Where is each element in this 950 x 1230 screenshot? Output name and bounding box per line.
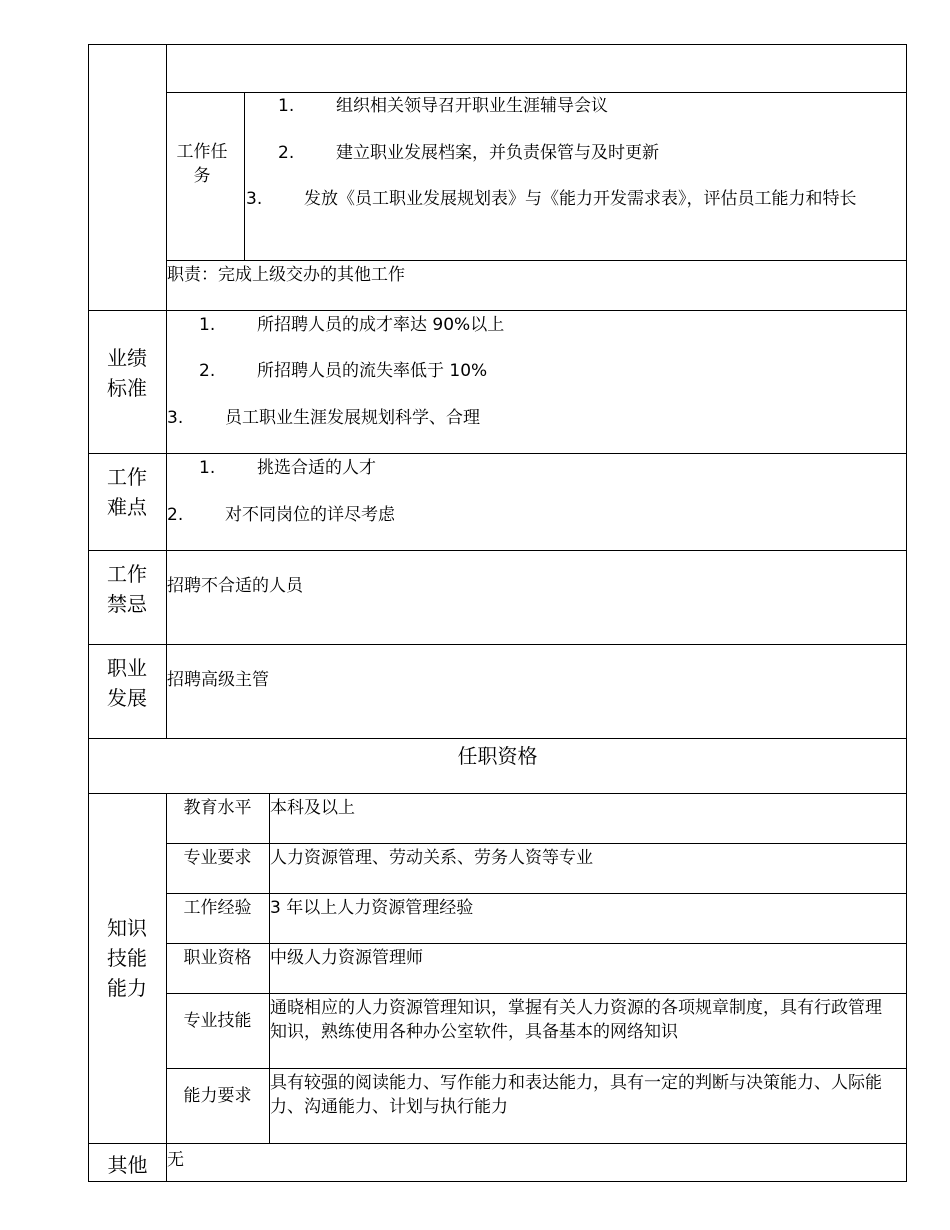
perf-num-1: 1. [199,315,216,335]
qual-value-education: 本科及以上 [270,798,355,818]
qual-name-education: 教育水平 [183,798,252,818]
row-line [88,453,907,454]
task-divider [244,92,245,260]
qualification-title: 任职资格 [457,744,538,768]
qual-value-certification: 中级人力资源管理师 [270,948,423,968]
row-line [166,92,907,93]
row-line [88,793,907,794]
taboo-label: 工作禁忌 [107,562,147,616]
task-num-3: 3. [246,189,263,209]
career-label: 职业发展 [107,656,147,710]
qual-value-ability: 具有较强的阅读能力、写作能力和表达能力，具有一定的判断与决策能力、人际能力、沟通能力、计划与执行能力 [270,1073,882,1117]
perf-text-1: 所招聘人员的成才率达 90%以上 [257,315,505,335]
diff-num-2: 2. [167,505,184,525]
border-left [88,44,89,1182]
other-text: 无 [167,1150,184,1170]
taboo-text: 招聘不合适的人员 [167,576,303,596]
other-label: 其他 [107,1153,148,1177]
task-item-3 [246,187,894,211]
border-right [906,44,907,1182]
qual-name-major: 专业要求 [183,848,252,868]
label-divider-top [166,44,167,739]
qual-value-major: 人力资源管理、劳动关系、劳务人资等专业 [270,848,593,868]
task-text-3: 发放《员工职业发展规划表》与《能力开发需求表》，评估员工能力和特长 [304,189,857,209]
border-top [88,44,907,45]
work-tasks-label: 工作任务 [176,142,228,186]
performance-item-2 [199,359,487,383]
perf-text-3: 员工职业生涯发展规划科学、合理 [225,408,480,428]
duty-text: 职责：完成上级交办的其他工作 [167,265,405,285]
performance-item-1 [199,313,504,337]
qual-value-experience: 3 年以上人力资源管理经验 [270,898,474,918]
task-text-1: 组织相关领导召开职业生涯辅导会议 [336,96,608,116]
task-item-1 [278,94,608,118]
row-line [166,1068,907,1069]
difficulty-label: 工作难点 [107,465,147,519]
perf-num-2: 2. [199,361,216,381]
performance-label: 业绩标准 [107,346,147,400]
row-line [166,993,907,994]
task-text-2: 建立职业发展档案，并负责保管与及时更新 [336,143,659,163]
qual-name-certification: 职业资格 [183,948,252,968]
perf-text-2: 所招聘人员的流失率低于 10% [257,361,488,381]
difficulty-item-1 [199,456,376,480]
row-line [166,260,907,261]
task-num-1: 1. [278,96,295,116]
qual-name-ability: 能力要求 [183,1086,252,1106]
career-text: 招聘高级主管 [167,670,269,690]
diff-text-1: 挑选合适的人才 [257,458,376,478]
perf-num-3: 3. [167,408,184,428]
task-item-2 [278,141,659,165]
qual-name-skills: 专业技能 [183,1011,252,1031]
row-line [166,893,907,894]
qualification-label: 知识技能能力 [107,916,147,1000]
qual-name-experience: 工作经验 [183,898,252,918]
task-num-2: 2. [278,143,295,163]
row-line [166,943,907,944]
row-line [88,738,907,739]
row-line [88,310,907,311]
row-line [88,644,907,645]
performance-item-3 [167,406,480,430]
row-line [88,550,907,551]
row-line [166,843,907,844]
border-bottom [88,1181,907,1182]
difficulty-item-2 [167,503,395,527]
diff-text-2: 对不同岗位的详尽考虑 [225,505,395,525]
row-line [88,1143,907,1144]
qual-value-skills: 通晓相应的人力资源管理知识，掌握有关人力资源的各项规章制度，具有行政管理知识，熟练使用各种办公室软件，具备基本的网络知识 [270,998,882,1042]
diff-num-1: 1. [199,458,216,478]
